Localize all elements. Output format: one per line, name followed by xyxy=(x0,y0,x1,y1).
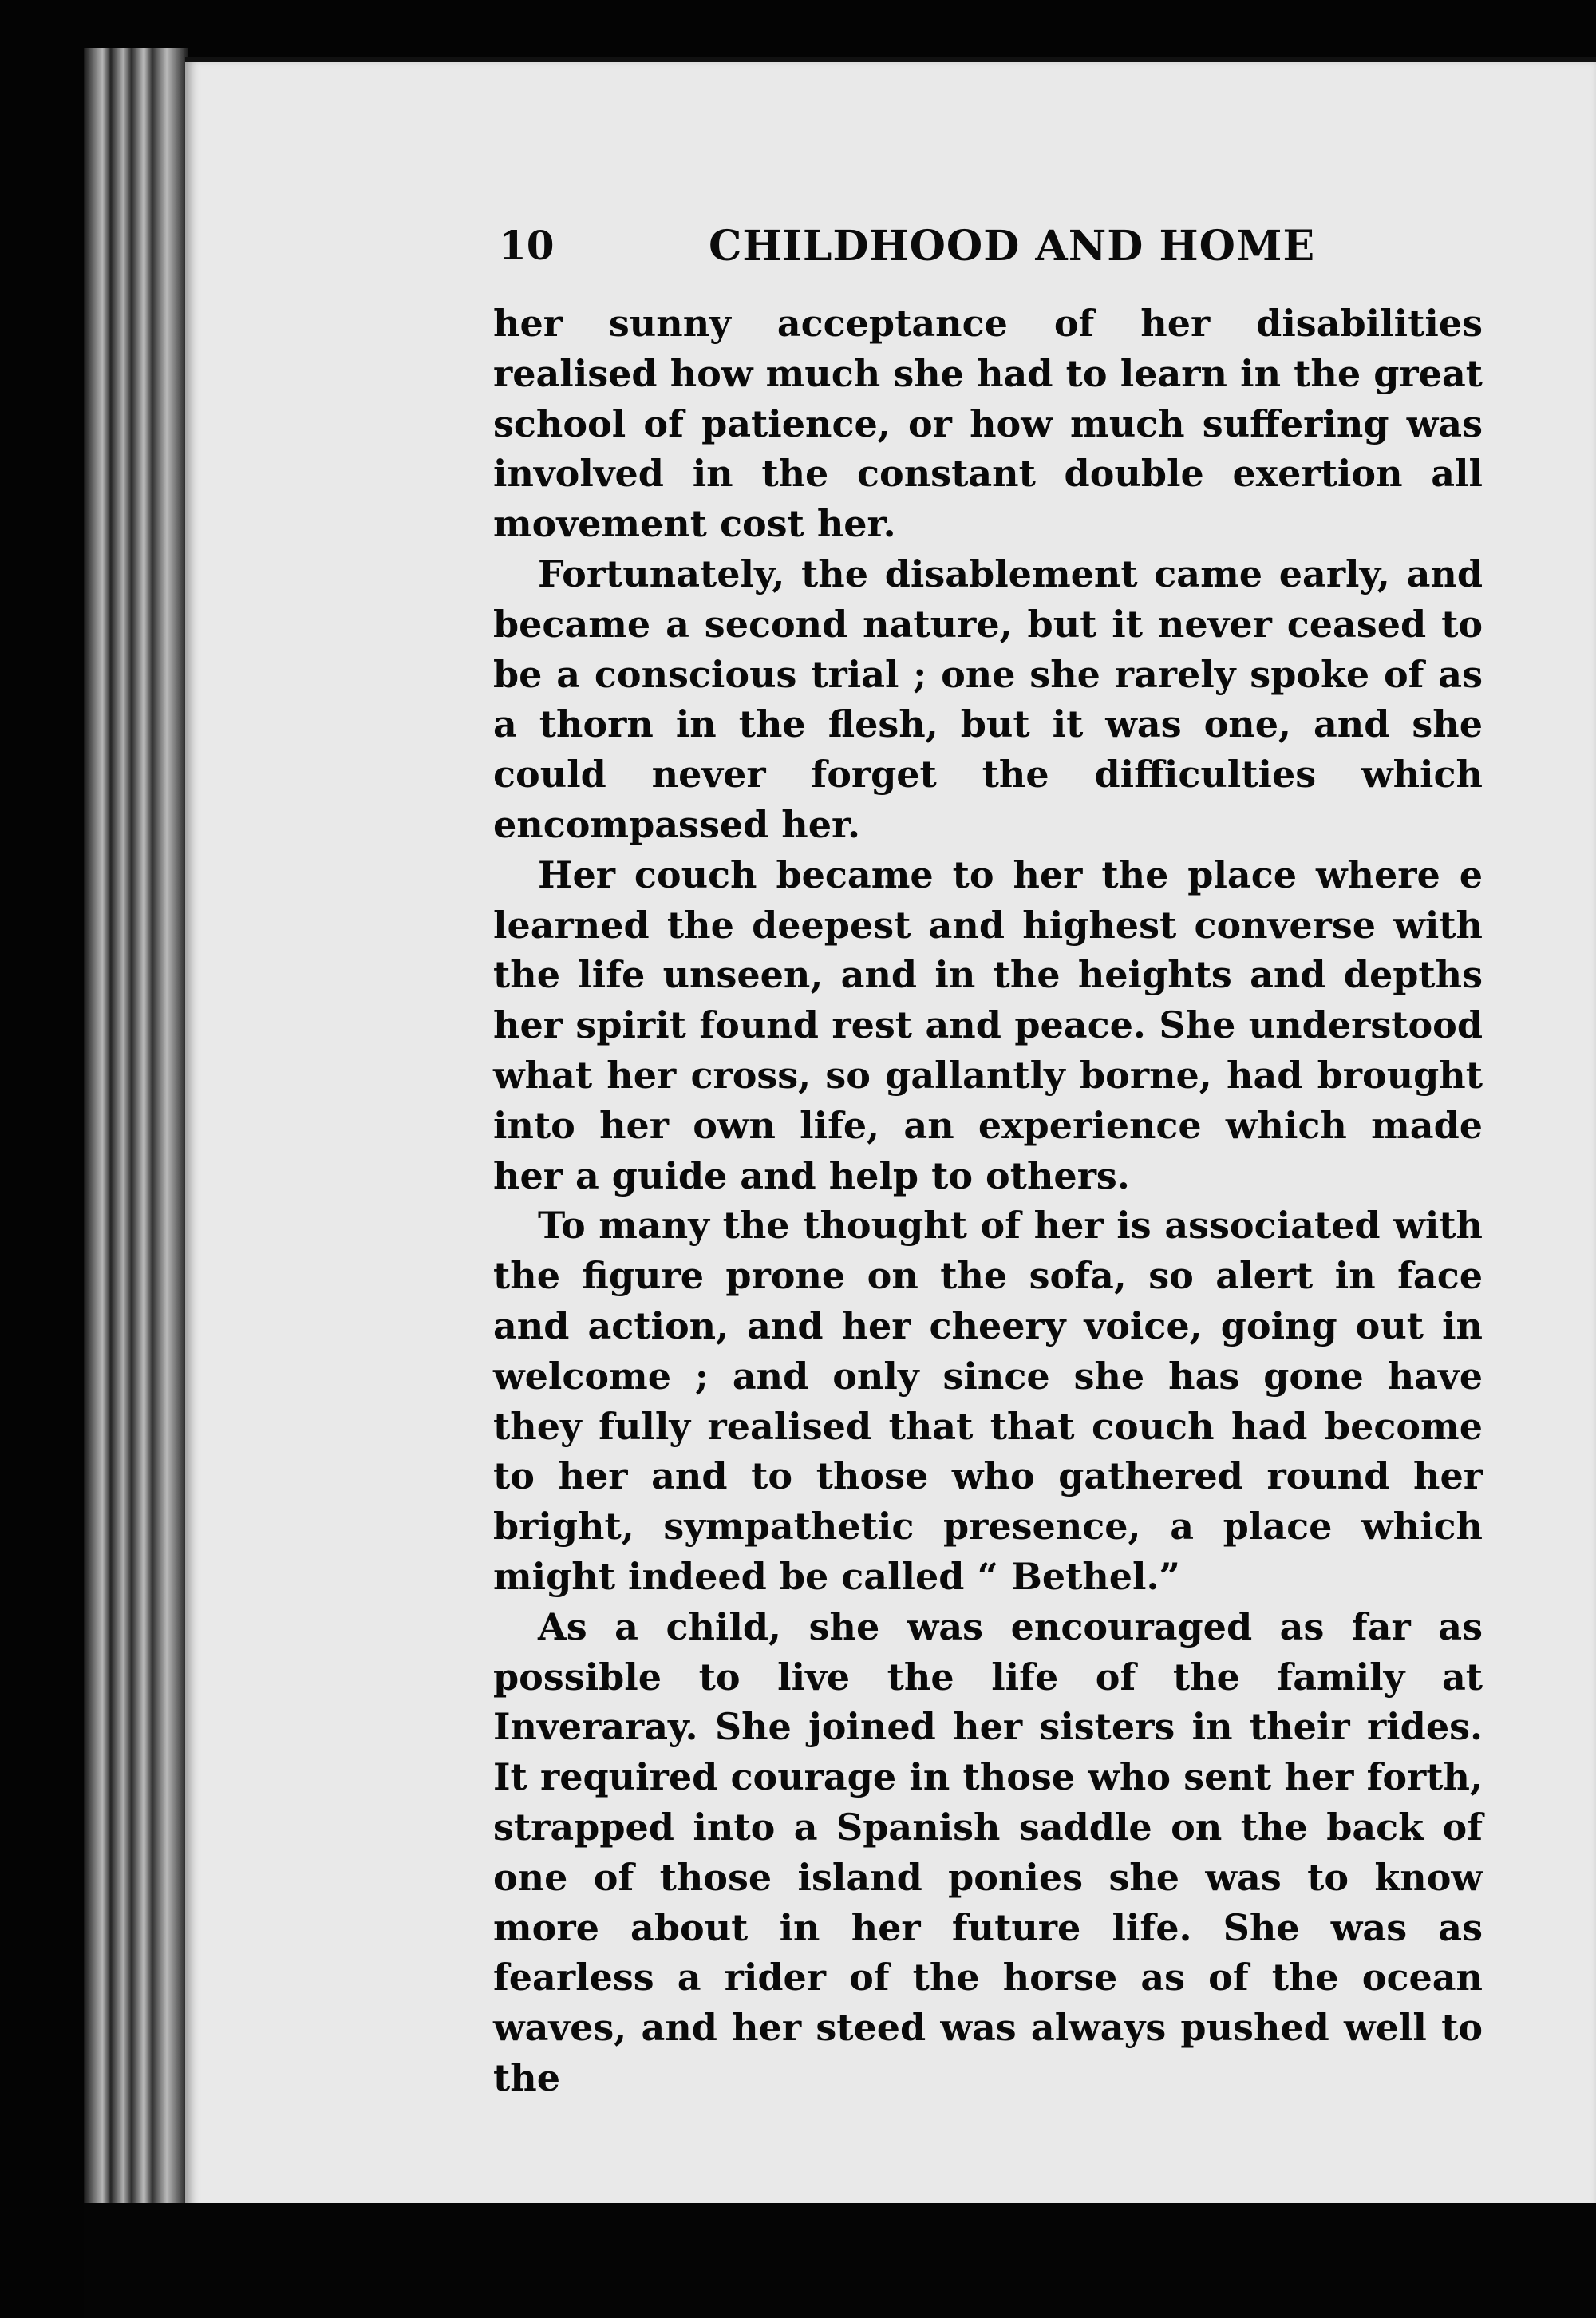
paragraph: To many the thought of her is associated with the figure prone on the sofa, so alert in face and action, and her cheery voice, going out in welcome ; and only since she has gone have they fully realised that that couch had become to her and to those who gathered round her bright, sympathetic presence, a place which might indeed be called “ Bethel.” xyxy=(493,1204,1483,1598)
paragraph-continued: her sunny acceptance of her disabilities realised how much she had to learn in the great school of patience, or how much suffering was involved in the constant double exertion all movement cost her. xyxy=(493,302,1483,546)
page-number: 10 xyxy=(499,222,555,269)
body-text xyxy=(493,299,1483,2103)
page-header xyxy=(499,222,1488,278)
page-top-shadow xyxy=(185,57,1596,62)
book-page-edges xyxy=(84,48,188,2203)
paragraph: Fortunately, the disablement came early, and became a second nature, but it never ceased to be a conscious trial ; one she rarely spoke of as a thorn in the flesh, but it was one, and she could never forget the difficulties which encompassed her. xyxy=(493,552,1483,846)
paragraph: Her couch became to her the place where e learned the deepest and highest converse with the life unseen, and in the heights and depths her spirit found rest and peace. She understood what her cross, so gallantly borne, had brought into her own life, an experience which made her a guide and help to others. xyxy=(493,852,1483,1197)
paragraph: As a child, she was encouraged as far as possible to live the life of the family at Inveraray. She joined her sisters in their rides. It required courage in those who sent her forth, strapped into a Spanish saddle on the back of one of those island ponies she was to know more about in her future life. She was as fearless a rider of the horse as of the ocean waves, and her steed was always pushed well to the xyxy=(493,1604,1483,2099)
running-head: CHILDHOOD AND HOME xyxy=(709,222,1316,271)
scan-bottom-border xyxy=(84,2203,1596,2318)
